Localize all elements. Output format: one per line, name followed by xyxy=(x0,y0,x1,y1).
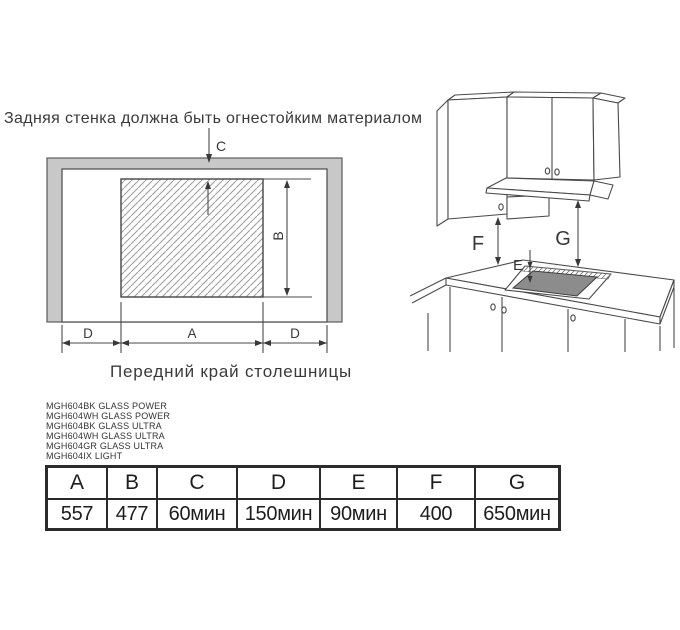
model-item: MGH604BK GLASS POWER xyxy=(46,401,168,411)
table-value-cell: 90мин xyxy=(320,499,397,529)
cabinet-knob xyxy=(491,304,495,310)
hood-duct-box xyxy=(507,195,549,219)
wall-cabinet-front xyxy=(507,97,594,180)
cutout-plan-diagram xyxy=(40,125,360,381)
cutout-opening xyxy=(121,179,263,297)
dim-g-arrow-up xyxy=(575,200,581,208)
model-item: MGH604BK GLASS ULTRA xyxy=(46,420,162,431)
front-edge-caption: Передний край столешницы xyxy=(110,362,353,381)
arrow xyxy=(263,340,271,346)
dim-g-arrow-down xyxy=(575,259,581,267)
cabinet-knob xyxy=(499,204,503,210)
table-value-cell: 400 xyxy=(397,499,475,529)
dim-e-label: E xyxy=(512,257,524,274)
tall-cabinet-side xyxy=(437,100,448,226)
table-value-cell: 557 xyxy=(47,499,107,529)
upper-cabinets xyxy=(437,92,625,226)
arrow xyxy=(113,340,121,346)
installation-clearance-diagram xyxy=(410,85,680,377)
dim-c-label: C xyxy=(216,138,227,154)
cabinet-knob xyxy=(502,307,506,313)
table-header-cell: E xyxy=(320,467,397,499)
table-value-cell: 477 xyxy=(107,499,157,529)
back-wall-warning-text: Задняя стенка должна быть огнестойким материалом xyxy=(4,110,423,127)
dim-f-arrow-down xyxy=(495,257,501,265)
cooker-hood-side xyxy=(590,181,613,199)
model-item: MGH604GR GLASS ULTRA xyxy=(46,440,164,451)
dim-f-arrow-up xyxy=(495,217,501,225)
adjacent-counter-edge xyxy=(410,278,446,296)
dim-b-label: B xyxy=(270,231,286,241)
dimensions-table xyxy=(45,465,561,531)
arrow xyxy=(319,340,327,346)
table-value-cell: 150мин xyxy=(237,499,320,529)
table-value-cell: 650мин xyxy=(475,499,559,529)
table-header-cell: D xyxy=(237,467,320,499)
dim-g-label: G xyxy=(555,228,571,250)
cabinet-knob xyxy=(571,315,575,321)
cabinet-knob xyxy=(555,169,559,175)
table-header-cell: F xyxy=(397,467,475,499)
dim-f-label: F xyxy=(471,233,485,255)
table-header-cell: B xyxy=(107,467,157,499)
model-item: MGH604WH GLASS ULTRA xyxy=(46,430,165,441)
arrow xyxy=(121,340,129,346)
table-header-cell: C xyxy=(157,467,237,499)
dim-d-left-label: D xyxy=(83,326,93,341)
table-header-cell: A xyxy=(47,467,107,499)
model-item: MGH604WH GLASS POWER xyxy=(46,410,171,421)
cabinet-knob xyxy=(545,168,549,174)
tall-cabinet-front xyxy=(448,97,507,219)
adjacent-counter-edge xyxy=(412,285,446,303)
dim-d-right-label: D xyxy=(290,326,300,341)
dim-a-label: A xyxy=(187,326,197,341)
wall-cabinet-side xyxy=(593,98,620,180)
arrow xyxy=(62,340,70,346)
model-list xyxy=(46,402,170,461)
model-item: MGH604IX LIGHT xyxy=(46,450,123,461)
table-value-cell: 60мин xyxy=(157,499,237,529)
table-header-cell: G xyxy=(475,467,559,499)
arrow xyxy=(255,340,263,346)
